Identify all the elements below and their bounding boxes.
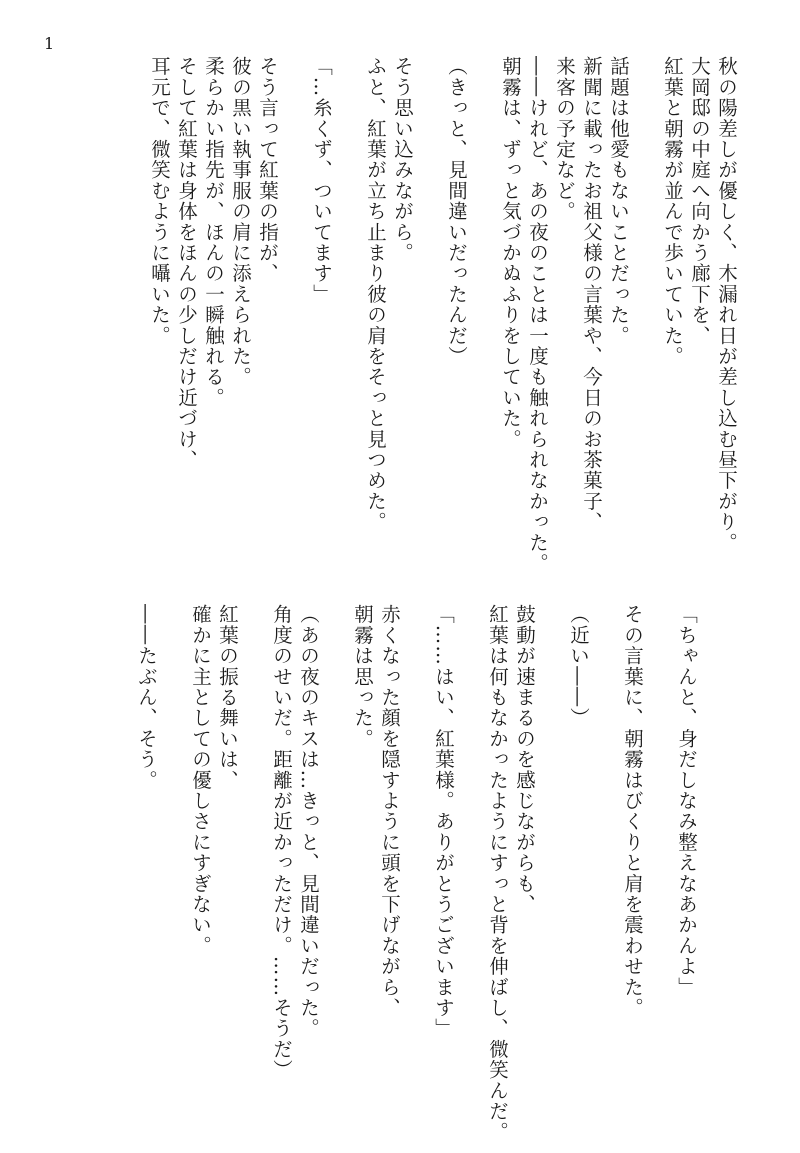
text-line: 「ちゃんと、身だしなみ整えなあかんよ」 bbox=[675, 604, 698, 998]
text-line bbox=[160, 604, 187, 1074]
page-number: 1 bbox=[44, 34, 55, 53]
text-line: 来客の予定など。 bbox=[553, 56, 576, 222]
text-line: 耳元で、微笑むように囁いた。 bbox=[148, 56, 171, 346]
text-line: 紅葉の振る舞いは、 bbox=[216, 604, 239, 791]
text-line: そして紅葉は身体をほんの少しだけ近づけ、 bbox=[175, 56, 198, 470]
text-line: ふと、紅葉が立ち止まり彼の肩をそっと見つめた。 bbox=[364, 56, 387, 533]
text-line: 大岡邸の中庭へ向かう廊下を、 bbox=[688, 56, 711, 346]
text-line bbox=[470, 56, 497, 536]
text-line: 角度のせいだ。距離が近かっただけ。……そうだ） bbox=[270, 604, 293, 1081]
text-line: 紅葉は何もなかったようにすっと背を伸ばし、微笑んだ。 bbox=[486, 604, 509, 1143]
text-line bbox=[457, 604, 484, 1074]
text-line: 彼の黒い執事服の肩に添えられた。 bbox=[229, 56, 252, 388]
text-line: （きっと、見間違いだったんだ） bbox=[445, 56, 468, 367]
lower-text-block bbox=[133, 604, 700, 1143]
text-line bbox=[403, 604, 430, 1074]
text-line bbox=[322, 604, 349, 1074]
text-line: 確かに主としての優しさにすぎない。 bbox=[189, 604, 212, 956]
text-line: そう思い込みながら。 bbox=[391, 56, 414, 263]
text-line bbox=[241, 604, 268, 1074]
text-line: 鼓動が速まるのを感じながらも、 bbox=[513, 604, 536, 915]
text-line: ――たぶん、そう。 bbox=[135, 604, 158, 791]
text-line bbox=[632, 56, 659, 536]
text-line: 朝霧は、ずっと気づかぬふりをしていた。 bbox=[499, 56, 522, 450]
text-line: その言葉に、朝霧はびくりと肩を震わせた。 bbox=[621, 604, 644, 1018]
text-line: 朝霧は思った。 bbox=[351, 604, 374, 749]
text-line: 話題は他愛もないことだった。 bbox=[607, 56, 630, 346]
text-line: 赤くなった顔を隠すように頭を下げながら、 bbox=[378, 604, 401, 1018]
text-line: 紅葉と朝霧が並んで歩いていた。 bbox=[661, 56, 684, 367]
text-line bbox=[646, 604, 673, 1074]
text-line: 「……はい、紅葉様。ありがとうございます」 bbox=[432, 604, 455, 1039]
text-line: 新聞に載ったお祖父様の言葉や、今日のお茶菓子、 bbox=[580, 56, 603, 533]
upper-text-block bbox=[146, 56, 740, 574]
text-line bbox=[538, 604, 565, 1074]
text-line: 柔らかい指先が、ほんの一瞬触れる。 bbox=[202, 56, 225, 408]
text-line: 秋の陽差しが優しく、木漏れ日が差し込む昼下がり。 bbox=[715, 56, 738, 553]
text-line: （近い――） bbox=[567, 604, 590, 729]
text-line: （あの夜のキスは…きっと、見間違いだった。 bbox=[297, 604, 320, 1039]
text-line bbox=[592, 604, 619, 1074]
text-line: そう言って紅葉の指が、 bbox=[256, 56, 279, 284]
text-line bbox=[335, 56, 362, 536]
text-line: ――けれど、あの夜のことは一度も触れられなかった。 bbox=[526, 56, 549, 574]
text-line: 「…糸くず、ついてます」 bbox=[310, 56, 333, 305]
text-line bbox=[416, 56, 443, 536]
text-line bbox=[281, 56, 308, 536]
